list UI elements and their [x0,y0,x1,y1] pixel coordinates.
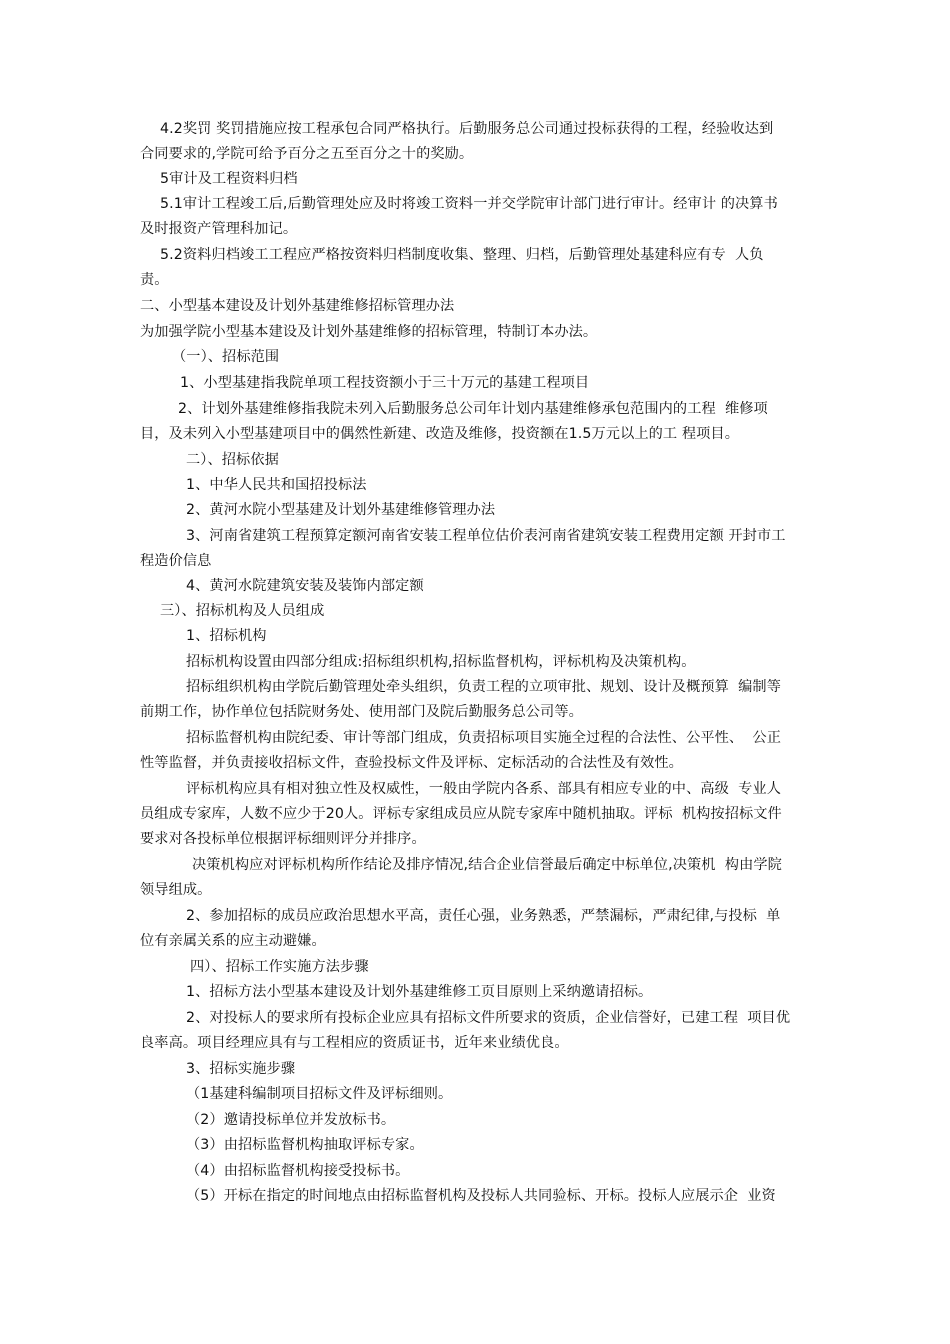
text-line: 责。 [140,272,169,288]
text-line: 招标组织机构由学院后勤管理处牵头组织，负责工程的立项审批、规划、设计及概预算 编制等 [186,679,782,695]
text-line: 2、对投标人的要求所有投标企业应具有招标文件所要求的资质，企业信誉好，已建工程 项目优 [186,1010,791,1026]
text-line: （2）邀请投标单位并发放标书。 [186,1112,396,1128]
text-line: （5）开标在指定的时间地点由招标监督机构及投标人共同验标、开标。投标人应展示企 业资 [186,1188,776,1204]
text-line: 为加强学院小型基本建设及计划外基建维修的招标管理，特制订本办法。 [140,324,598,340]
text-line: 3、招标实施步骤 [186,1061,296,1077]
text-line: 5.2资料归档竣工工程应严格按资料归档制度收集、整理、归档，后勤管理处基建科应有专 人负 [160,247,764,263]
text-line: 员组成专家库，人数不应少于20人。评标专家组成员应从院专家库中随机抽取。评标 机构按招标文件 [140,806,782,822]
text-line: 良率高。项目经理应具有与工程相应的资质证书，近年来业绩优良。 [140,1035,569,1051]
text-line: 2、黄河水院小型基建及计划外基建维修管理办法 [186,502,496,518]
text-line: 1、中华人民共和国招投标法 [186,477,367,493]
subsection-heading: 四）、招标工作实施方法步骤 [190,959,369,975]
text-line: 2、计划外基建维修指我院未列入后勤服务总公司年计划内基建维修承包范围内的工程 维修项 [178,401,768,417]
text-line: 合同要求的,学院可给予百分之五至百分之十的奖励。 [140,146,474,162]
text-line: 决策机构应对评标机构所作结论及排序情况,结合企业信誉最后确定中标单位,决策机 构由学院 [192,857,782,873]
text-line: 程造价信息 [140,553,212,569]
text-line: 位有亲属关系的应主动避嫌。 [140,933,326,949]
text-line: 招标监督机构由院纪委、审计等部门组成，负责招标项目实施全过程的合法性、公平性、 公正 [186,730,782,746]
text-line: 要求对各投标单位根据评标细则评分并排序。 [140,831,426,847]
text-line: 招标机构设置由四部分组成:招标组织机构,招标监督机构，评标机构及决策机构。 [186,654,696,670]
text-line: 1、小型基建指我院单项工程技资额小于三十万元的基建工程项目 [180,375,590,391]
text-line: （4）由招标监督机构接受投标书。 [186,1163,410,1179]
subsection-heading: （一）、招标范围 [172,349,280,365]
text-line: 评标机构应具有相对独立性及权威性，一般由学院内各系、部具有相应专业的中、高级 专业人 [186,781,782,797]
text-line: 及时报资产管理科加记。 [140,221,298,237]
text-line: 3、河南省建筑工程预算定额河南省安装工程单位估价表河南省建筑安装工程费用定额 开封市工 [186,528,786,544]
text-line: （1基建科编制项目招标文件及评标细则。 [186,1086,453,1102]
text-line: 1、招标方法小型基本建设及计划外基建维修工页目原则上采纳邀请招标。 [186,984,653,1000]
text-line: 目，及未列入小型基建项目中的偶然性新建、改造及维修，投资额在1.5万元以上的工 程项目。 [140,426,739,442]
text-line: 领导组成。 [140,882,212,898]
subsection-heading: 二）、招标依据 [186,452,279,468]
text-line: 前期工作，协作单位包括院财务处、使用部门及院后勤服务总公司等。 [140,704,583,720]
text-line: 1、招标机构 [186,628,267,644]
text-line: （3）由招标监督机构抽取评标专家。 [186,1137,424,1153]
text-line: 性等监督，并负责接收招标文件，查验投标文件及评标、定标活动的合法性及有效性。 [140,755,683,771]
section-heading: 二、小型基本建设及计划外基建维修招标管理办法 [140,298,455,314]
text-line: 5.1审计工程竣工后,后勤管理处应及时将竣工资料一并交学院审计部门进行审计。经审计 的决算书 [160,196,778,212]
text-line: 4、黄河水院建筑安装及装饰内部定额 [186,578,424,594]
subsection-heading: 三）、招标机构及人员组成 [160,603,325,619]
text-line: 2、参加招标的成员应政治思想水平高，责任心强，业务熟悉，严禁漏标，严肃纪律,与投标 单 [186,908,781,924]
text-line: 4.2奖罚 奖罚措施应按工程承包合同严格执行。后勤服务总公司通过投标获得的工程，经验收达到 [160,121,774,137]
text-line: 5审计及工程资料归档 [160,171,298,187]
